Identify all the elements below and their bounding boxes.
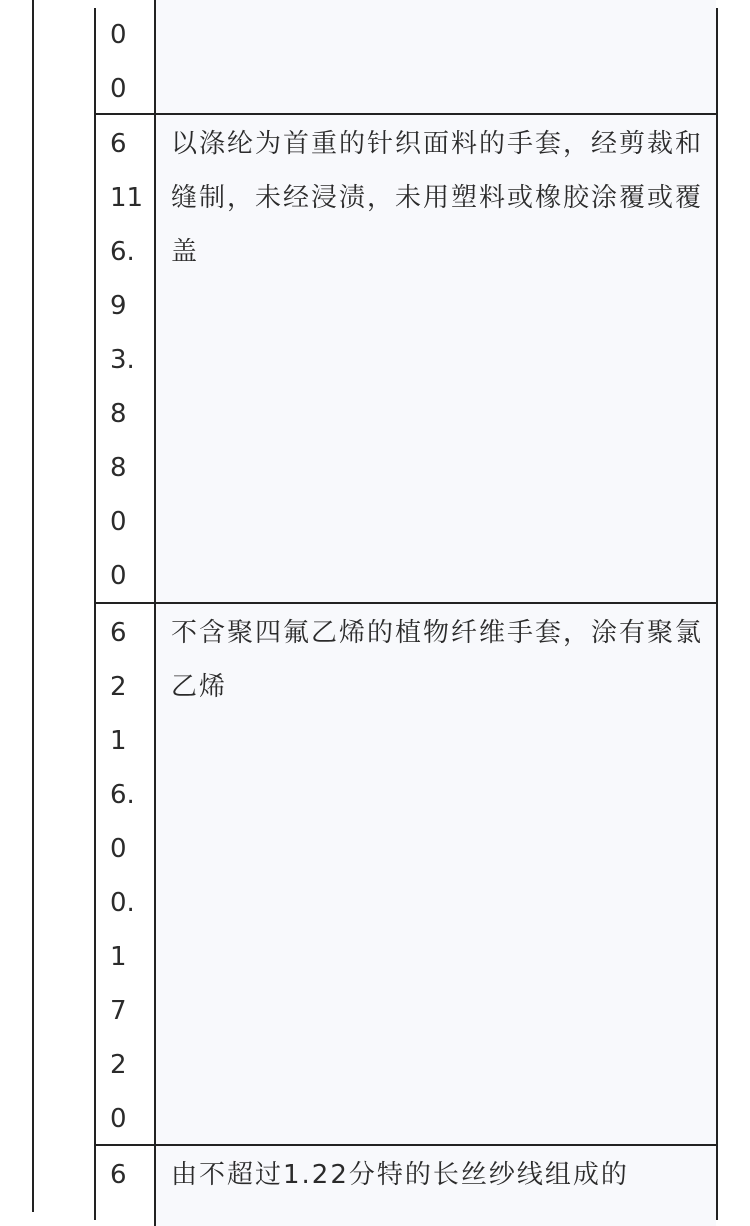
code-char: 6 — [110, 1160, 127, 1190]
code-cell — [96, 115, 156, 603]
left-border — [32, 0, 34, 1212]
code-char: 8 — [110, 399, 127, 429]
code-char: 6 — [110, 129, 127, 159]
code-char: 0 — [110, 74, 127, 104]
description-cell: 不含聚四氟乙烯的植物纤维手套，涂有聚氯乙烯 — [156, 604, 716, 1144]
table-row — [96, 1146, 716, 1226]
code-cell — [96, 604, 156, 1144]
code-char: 2 — [110, 1050, 127, 1080]
code-char: 9 — [110, 291, 127, 321]
code-char: 0 — [110, 1104, 127, 1134]
table-row — [96, 604, 716, 1144]
code-char: 2 — [110, 672, 127, 702]
code-char: 0. — [110, 888, 135, 918]
tariff-table — [94, 8, 718, 1220]
code-char: 0 — [110, 507, 127, 537]
code-cell — [96, 0, 156, 116]
code-char: 6. — [110, 237, 135, 267]
code-char: 6 — [110, 618, 127, 648]
code-char: 8 — [110, 453, 127, 483]
code-char: 0 — [110, 561, 127, 591]
code-char: 6. — [110, 780, 135, 810]
code-cell — [96, 1146, 156, 1226]
table-row — [96, 115, 716, 603]
code-char: 3. — [110, 345, 135, 375]
table-row — [96, 0, 716, 116]
description-cell — [156, 0, 716, 116]
description-cell: 以涤纶为首重的针织面料的手套，经剪裁和缝制，未经浸渍，未用塑料或橡胶涂覆或覆盖 — [156, 115, 716, 603]
code-char: 1 — [110, 942, 127, 972]
code-char: 0 — [110, 834, 127, 864]
code-char: 7 — [110, 996, 127, 1026]
description-cell: 由不超过1.22分特的长丝纱线组成的 — [156, 1146, 716, 1226]
code-char: 1 — [110, 726, 127, 756]
code-char: 0 — [110, 20, 127, 50]
code-char: 11 — [110, 183, 144, 213]
